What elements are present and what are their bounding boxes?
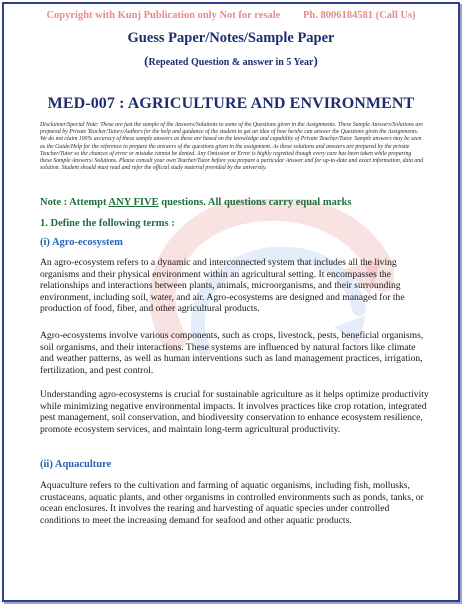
note-emphasis: ANY FIVE	[108, 197, 159, 208]
section-heading-agro-ecosystem: (i) Agro-ecosystem	[40, 237, 123, 248]
course-title: MED-007 : AGRICULTURE AND ENVIRONMENT	[47, 95, 415, 112]
disclaimer-text: Disclaimer/Special Note: These are just the sample of the Answers/Solutions to some of the Questions given in the Assignments. These Sample Answers/Solutions are prepared by Private Teacher/Tutors/Authors for the help and guidance of the student to get an idea of how he/she can answer the Questions given the Assignments. We do not claim 100% accuracy of these sample answers as these are based on the knowledge and capability of Private Teacher/Tutor. Sample answers may be seen as the Guide/Help for the reference to prepare the answers of the questions given in the assignment. As these solutions and answers are prepared by the private Teacher/Tutor so the chances of error or mistake cannot be denied. Any Omission or Error is highly regretted though every care has been taken while preparing these Sample Answers/ Solutions. Please consult your own Teacher/Tutor before you prepare a particular Answer and for up-to-date and exact information, data and solution. Student should must read and refer the official study material provided by the university.	[40, 122, 424, 172]
page-subtitle	[4, 53, 458, 69]
page-title: Guess Paper/Notes/Sample Paper	[127, 30, 335, 46]
subtitle-text: Repeated Question & answer in 5 Year	[148, 57, 314, 68]
phone-text: Ph. 8006184581 (Call Us)	[302, 10, 416, 21]
document-page	[2, 2, 460, 602]
question-heading: 1. Define the following terms :	[40, 218, 175, 229]
note-suffix: questions. All questions carry equal marks	[158, 197, 352, 208]
copyright-banner	[4, 10, 458, 21]
subtitle-open-paren: (	[144, 53, 149, 68]
paragraph-agro-3: Understanding agro-ecosystems is crucial for sustainable agriculture as it helps optimize productivity while minimizing negative environmental impacts. It involves practices like crop rotation, integrated pest management, soil conservation, and biodiversity conservation to enhance ecosystem resilience, promote ecosystem services, and maintain long-term agricultural productivity.	[40, 389, 429, 435]
note-prefix: Note : Attempt	[40, 197, 109, 208]
paragraph-aqua-1: Aquaculture refers to the cultivation and farming of aquatic organisms, including fish, mollusks, crustaceans, aquatic plants, and other organisms in controlled environments such as ponds, tanks, or ocean enclosures. It involves the rearing and harvesting of aquatic species under controlled conditions to meet the increasing demand for seafood and other aquatic products.	[40, 480, 424, 526]
copyright-text: Copyright with Kunj Publication only Not for resale	[46, 10, 281, 21]
paragraph-agro-1: An agro-ecosystem refers to a dynamic and interconnected system that includes all the living organisms and their physical environment within an agricultural setting. It encompasses the relationships and interactions between plants, animals, microorganisms, and their surrounding environment, including soil, water, and air. Agro-ecosystems are designed and managed for the production of food, fiber, and other agricultural products.	[40, 257, 405, 315]
paragraph-agro-2: Agro-ecosystems involve various components, such as crops, livestock, pests, beneficial organisms, soil organisms, and their interactions. These systems are influenced by natural factors like climate and weather patterns, as well as human interventions such as land management practices, irrigation, fertilization, and pest control.	[40, 330, 424, 376]
instruction-note	[40, 197, 351, 208]
subtitle-close-paren: )	[313, 53, 318, 68]
section-heading-aquaculture: (ii) Aquaculture	[40, 459, 112, 470]
